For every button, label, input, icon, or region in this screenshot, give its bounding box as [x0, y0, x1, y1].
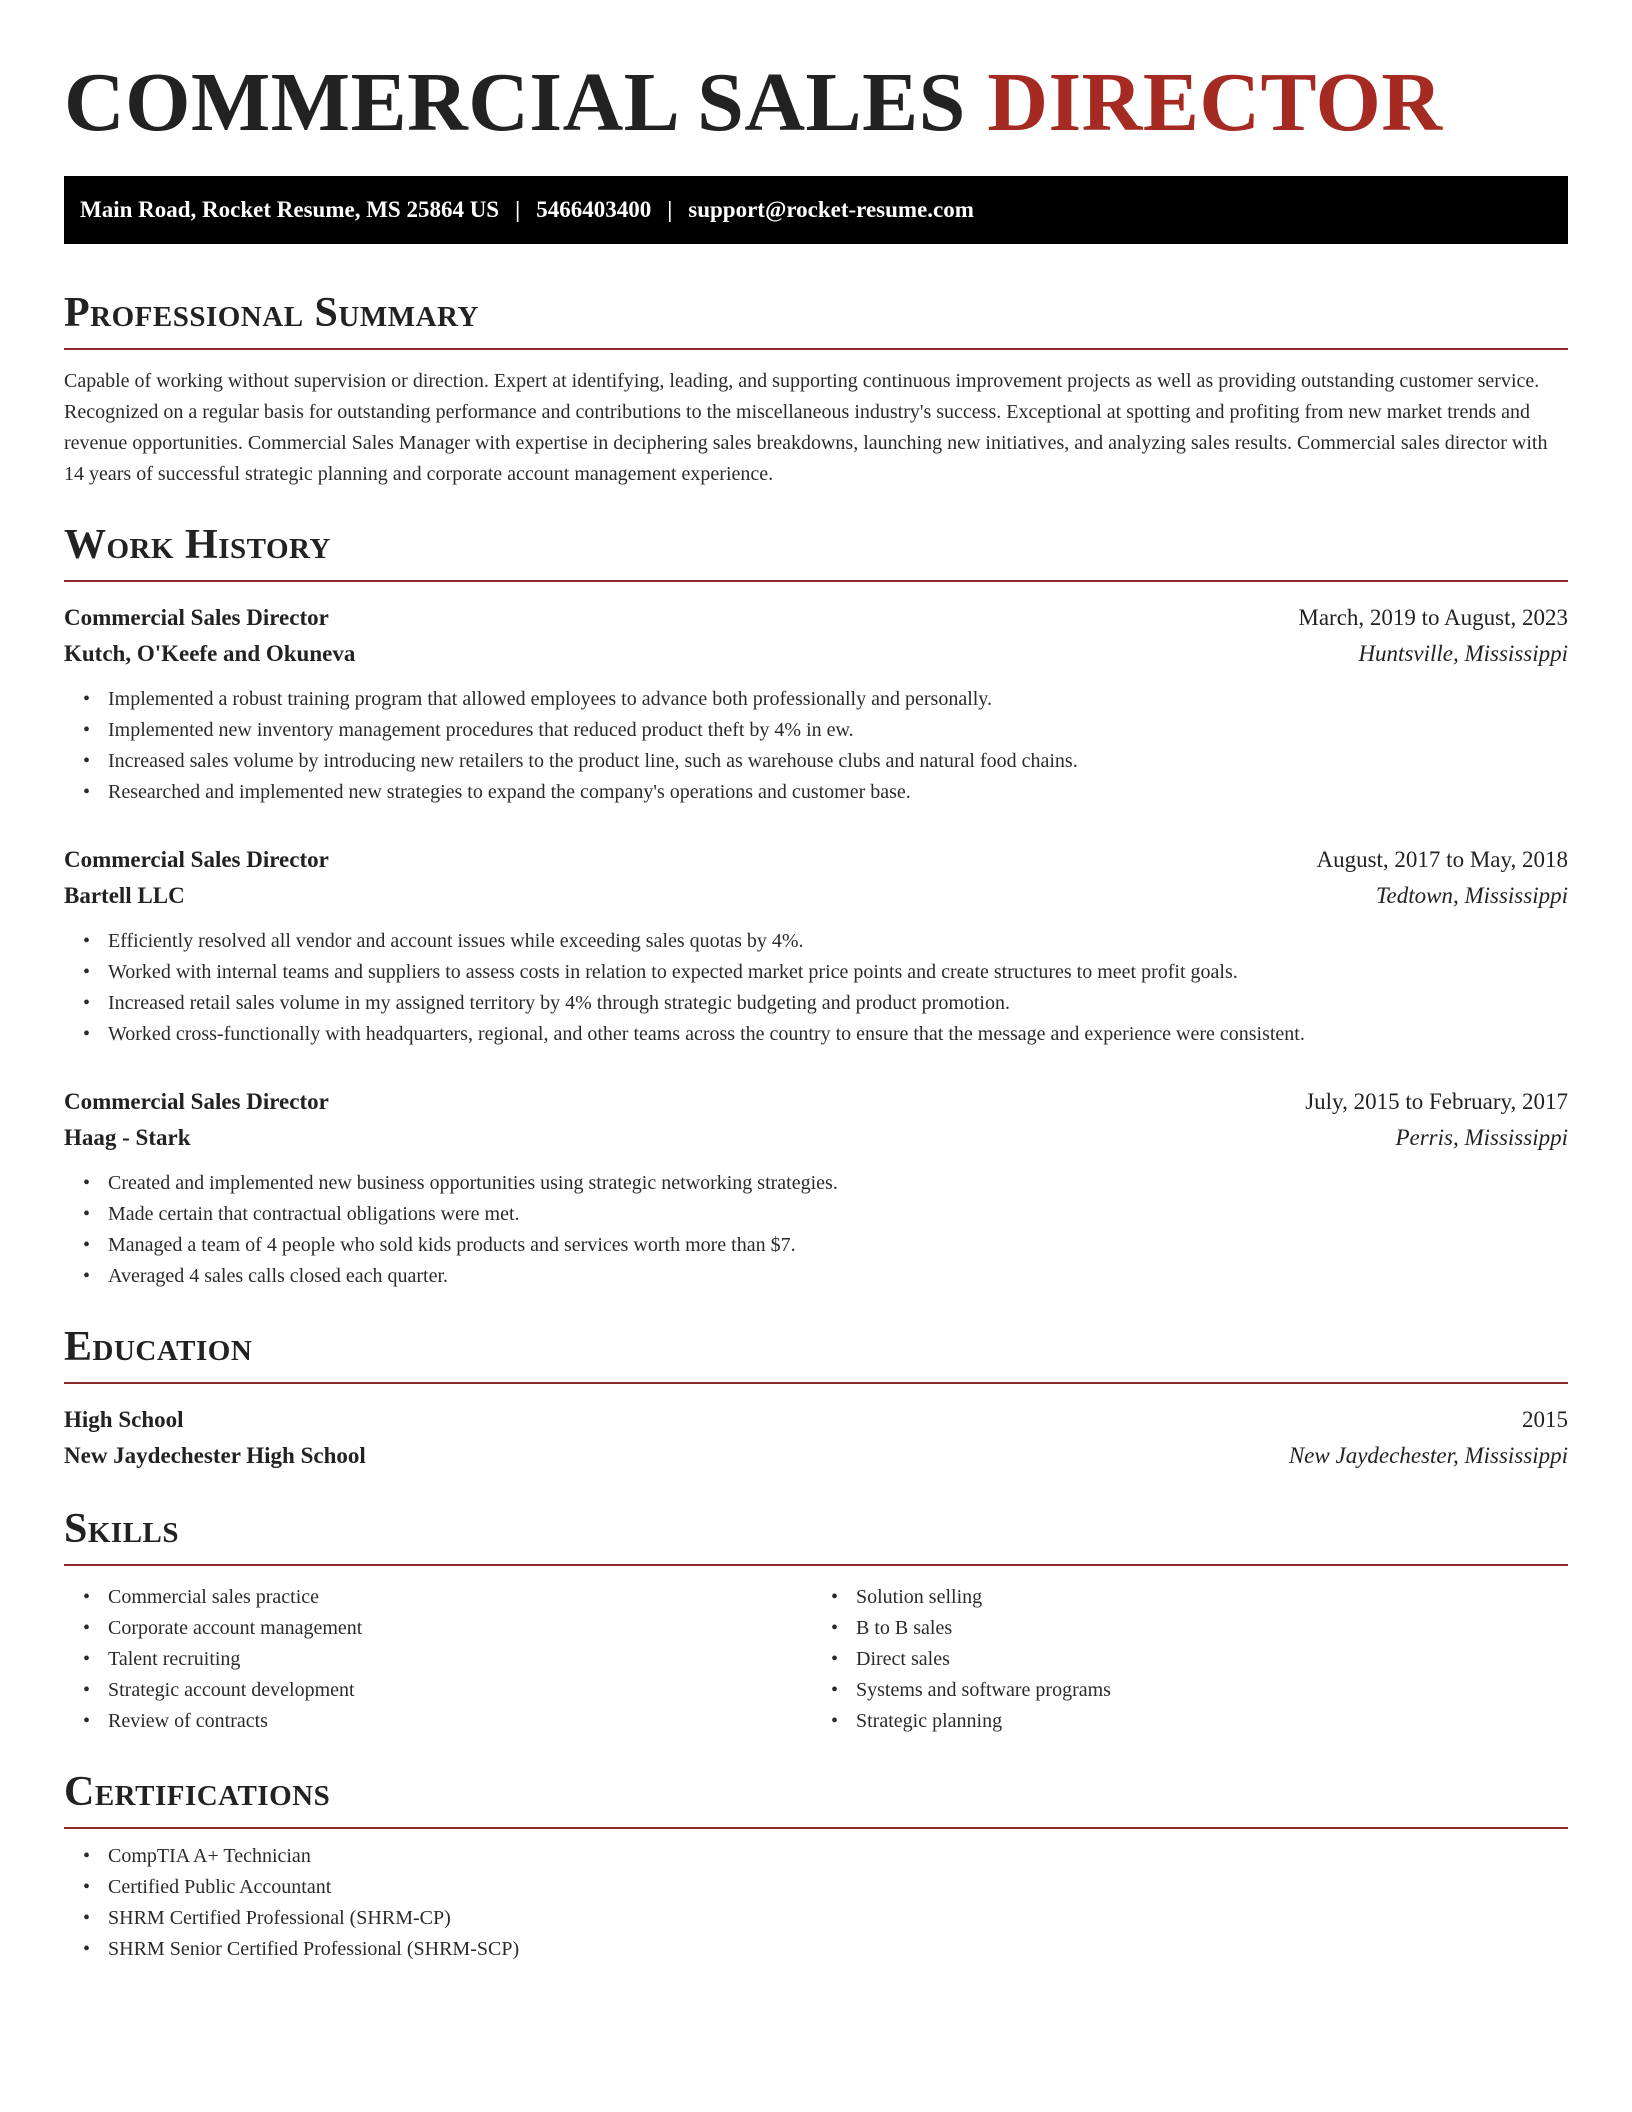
skill-item: • Talent recruiting [108, 1644, 816, 1675]
resume-title [64, 58, 1568, 148]
job-bullets [64, 684, 1568, 808]
skill-item: • B to B sales [856, 1613, 1568, 1644]
skill-item: • Commercial sales practice [108, 1582, 816, 1613]
job-location: Tedtown, Mississippi [1375, 883, 1568, 908]
skills-column-right [816, 1582, 1568, 1737]
skills-column-left [64, 1582, 816, 1737]
skill-item: • Systems and software programs [856, 1675, 1568, 1706]
certification-item: • SHRM Certified Professional (SHRM-CP) [108, 1903, 1568, 1934]
contact-phone: 5466403400 [536, 197, 652, 222]
job-dates: July, 2015 to February, 2017 [1305, 1089, 1568, 1114]
job-bullet: • Increased retail sales volume in my assigned territory by 4% through strategic budgeting and product promotion. [108, 988, 1568, 1019]
contact-separator: | [515, 197, 521, 222]
work-history-section [64, 520, 1568, 1292]
education-entry [64, 1402, 1568, 1474]
contact-bar [64, 176, 1568, 244]
summary-heading: Professional Summary [64, 288, 1568, 350]
job-bullet: • Efficiently resolved all vendor and account issues while exceeding sales quotas by 4%. [108, 926, 1568, 957]
certifications-section [64, 1767, 1568, 1965]
education-location: New Jaydechester, Mississippi [1288, 1443, 1568, 1468]
title-main: COMMERCIAL SALES [64, 56, 988, 149]
contact-separator: | [667, 197, 673, 222]
job-location: Perris, Mississippi [1395, 1125, 1568, 1150]
job-bullet: • Researched and implemented new strategies to expand the company's operations and customer base. [108, 777, 1568, 808]
certification-item: • SHRM Senior Certified Professional (SHRM-SCP) [108, 1934, 1568, 1965]
education-year: 2015 [1522, 1407, 1568, 1432]
job-company: Haag - Stark [64, 1125, 191, 1150]
job-entry [64, 600, 1568, 808]
certifications-heading: Certifications [64, 1767, 1568, 1829]
job-bullet: • Managed a team of 4 people who sold kids products and services worth more than $7. [108, 1230, 1568, 1261]
contact-email: support@rocket-resume.com [688, 197, 974, 222]
education-section [64, 1322, 1568, 1474]
work-history-heading: Work History [64, 520, 1568, 582]
job-company: Kutch, O'Keefe and Okuneva [64, 641, 356, 666]
job-entry [64, 1084, 1568, 1292]
skill-item: • Solution selling [856, 1582, 1568, 1613]
skills-list [64, 1582, 816, 1737]
certifications-list [64, 1841, 1568, 1965]
skill-item: • Corporate account management [108, 1613, 816, 1644]
job-title: Commercial Sales Director [64, 605, 329, 630]
job-title: Commercial Sales Director [64, 1089, 329, 1114]
job-bullet: • Increased sales volume by introducing new retailers to the product line, such as warehouse clubs and natural food chains. [108, 746, 1568, 777]
summary-text: Capable of working without supervision or direction. Expert at identifying, leading, and supporting continuous improvement projects as well as providing outstanding customer service. Recognized on a regular basis for outstanding performance and contributions to the miscellaneous industry's success. Exceptional at spotting and profiting from new market trends and revenue opportunities. Commercial Sales Manager with expertise in deciphering sales breakdowns, launching new initiatives, and analyzing sales results. Commercial sales director with 14 years of successful strategic planning and corporate account management experience. [64, 370, 1548, 485]
job-entry [64, 842, 1568, 1050]
contact-address: Main Road, Rocket Resume, MS 25864 US [80, 197, 500, 222]
certification-item: • Certified Public Accountant [108, 1872, 1568, 1903]
job-dates: August, 2017 to May, 2018 [1316, 847, 1568, 872]
job-bullet: • Made certain that contractual obligations were met. [108, 1199, 1568, 1230]
certification-item: • CompTIA A+ Technician [108, 1841, 1568, 1872]
skill-item: • Strategic planning [856, 1706, 1568, 1737]
job-bullets [64, 1168, 1568, 1292]
job-location: Huntsville, Mississippi [1358, 641, 1568, 666]
education-school: New Jaydechester High School [64, 1443, 366, 1468]
job-company: Bartell LLC [64, 883, 185, 908]
skill-item: • Strategic account development [108, 1675, 816, 1706]
education-degree: High School [64, 1407, 184, 1432]
skills-list [816, 1582, 1568, 1737]
job-bullet: • Created and implemented new business opportunities using strategic networking strategies. [108, 1168, 1568, 1199]
title-accent: DIRECTOR [987, 56, 1443, 149]
skills-heading: Skills [64, 1504, 1568, 1566]
skills-section [64, 1504, 1568, 1737]
job-bullet: • Worked cross-functionally with headquarters, regional, and other teams across the country to ensure that the message and experience were consistent. [108, 1019, 1568, 1050]
job-bullet: • Worked with internal teams and suppliers to assess costs in relation to expected market price points and create structures to meet profit goals. [108, 957, 1568, 988]
skill-item: • Review of contracts [108, 1706, 816, 1737]
summary-section [64, 288, 1568, 490]
job-bullet: • Implemented new inventory management procedures that reduced product theft by 4% in ew. [108, 715, 1568, 746]
skill-item: • Direct sales [856, 1644, 1568, 1675]
job-dates: March, 2019 to August, 2023 [1298, 605, 1568, 630]
education-heading: Education [64, 1322, 1568, 1384]
skills-columns [64, 1582, 1568, 1737]
job-title: Commercial Sales Director [64, 847, 329, 872]
job-bullets [64, 926, 1568, 1050]
job-bullet: • Implemented a robust training program that allowed employees to advance both professionally and personally. [108, 684, 1568, 715]
job-bullet: • Averaged 4 sales calls closed each quarter. [108, 1261, 1568, 1292]
